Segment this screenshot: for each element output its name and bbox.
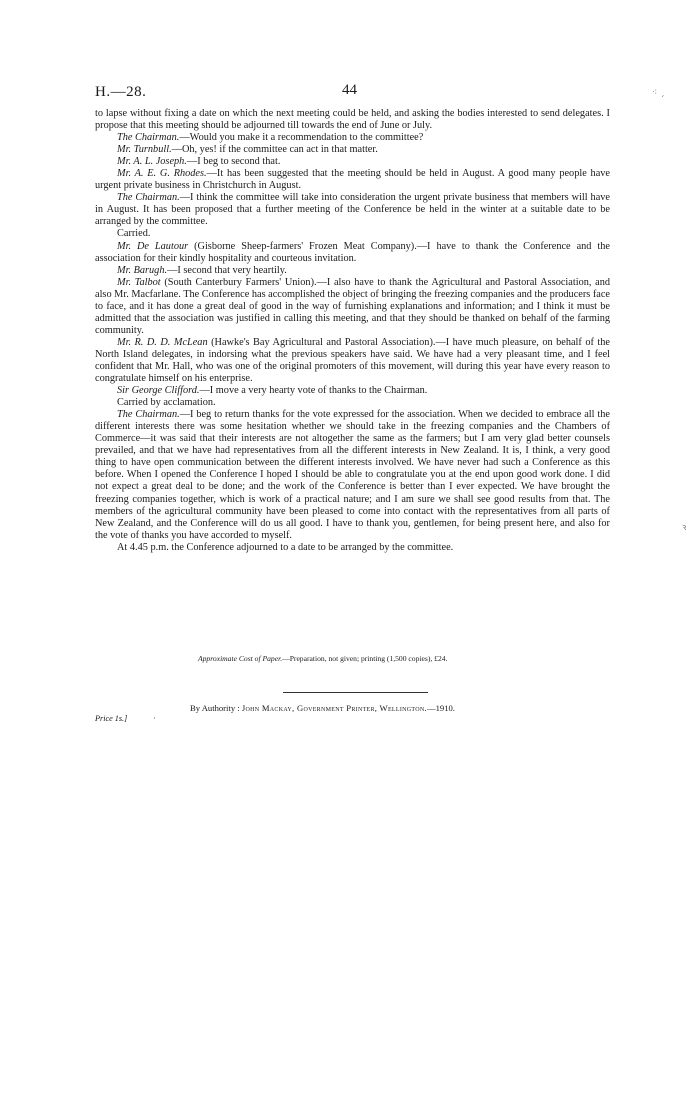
paragraph: The Chairman.—I beg to return thanks for the vote expressed for the association. When we decided to embrace all the different interests there was some hesitation whether we should take in the freezing companies and the Chambers of Commerce—it was said that their interests are not altogether the same as the farmers; but I am very glad better counsels prevailed, and that we have had representatives from all the different interests in New Zealand. It is, I think, a very good thing to have open communication between the different interests involved. We have never had such a Conference as this before. When I opened the Conference I hoped I should be able to congratulate you at the end upon good work done. I did not expect a great deal to be done; and the work of the Conference is better than I ever expected. We have brought the freezing companies together, which is work of a practical nature; and I am sure we shall see good results from that. The members of the agricultural community have been pleased to come into contact with the representatives from all parts of New Zealand, and the Conference will do us all good. I have to thank you, gentlemen, for being present here, and also for the vote of thanks you have accorded to myself.	[95, 409, 610, 541]
paragraph: Mr. A. E. G. Rhodes.—It has been suggested that the meeting should be held in August. A good many people have urgent private business in Christchurch in August.	[95, 168, 610, 192]
paragraph: Carried by acclamation.	[117, 397, 216, 409]
price-note: Price 1s.]	[95, 714, 128, 723]
cost-footnote	[198, 654, 447, 663]
proceedings-text	[95, 108, 610, 554]
paragraph: to lapse without fixing a date on which the next meeting could be held, and asking the bodies interested to send delegates. I propose that this meeting should be adjourned till towards the end of June or July.	[95, 108, 610, 132]
paragraph: Mr. A. L. Joseph.—I beg to second that.	[117, 156, 281, 168]
running-header-ref: H.—28.	[95, 84, 147, 100]
paragraph: Carried.	[117, 228, 151, 240]
margin-mark-top: ⁖ ˏ	[652, 88, 665, 98]
paragraph: Mr. Turnbull.—Oh, yes! if the committee can act in that matter.	[117, 144, 378, 156]
cost-text: —Preparation, not given; printing (1,500 copies), £24.	[282, 654, 448, 663]
authority-prefix: By Authority :	[190, 703, 240, 713]
paragraph: Mr. Barugh.—I second that very heartily.	[117, 264, 287, 276]
paragraph: Sir George Clifford.—I move a very hearty vote of thanks to the Chairman.	[117, 385, 428, 397]
price-mark: ·	[153, 714, 156, 723]
paragraph: The Chairman.—I think the committee will take into consideration the urgent private business that members will have in August. It has been proposed that a further meeting of the Conference be held in the winter at a suitable date to be arranged by the committee.	[95, 192, 610, 228]
paragraph: Mr. De Lautour (Gisborne Sheep-farmers' Frozen Meat Company).—I have to thank the Conference and the association for their kindly hospitality and courteous invitation.	[95, 240, 610, 264]
page-number: 44	[342, 82, 357, 98]
paragraph: The Chairman.—Would you make it a recommendation to the committee?	[117, 132, 424, 144]
paragraph: Mr. Talbot (South Canterbury Farmers' Union).—I also have to thank the Agricultural and Pastoral Association, and also Mr. Macfarlane. The Conference has accomplished the object of bringing the freezing companies and the producers face to face, and it has done a great deal of good in the way of furnishing explanations and information; and I think it must be admitted that the association was justified in calling this meeting, and that they should be thanked on behalf of the farming community.	[95, 276, 610, 336]
printer-name: John Mackay, Government Printer, Wellington.	[241, 703, 427, 713]
imprint-year: —1910.	[427, 703, 455, 713]
printer-imprint	[190, 703, 455, 713]
footer-rule	[283, 692, 428, 693]
cost-label: Approximate Cost of Paper.	[198, 654, 283, 663]
paragraph: Mr. R. D. D. McLean (Hawke's Bay Agricultural and Pastoral Association).—I have much pleasure, on behalf of the North Island delegates, in indorsing what the previous speakers have said. We have had a very pleasant time, and I feel confident that Mr. Hall, who was one of the original promoters of this movement, will during this year have every reason to congratulate himself on his enterprise.	[95, 336, 610, 385]
margin-mark-mid: ꝛ	[682, 523, 687, 533]
paragraph: At 4.45 p.m. the Conference adjourned to a date to be arranged by the committee.	[117, 541, 454, 553]
